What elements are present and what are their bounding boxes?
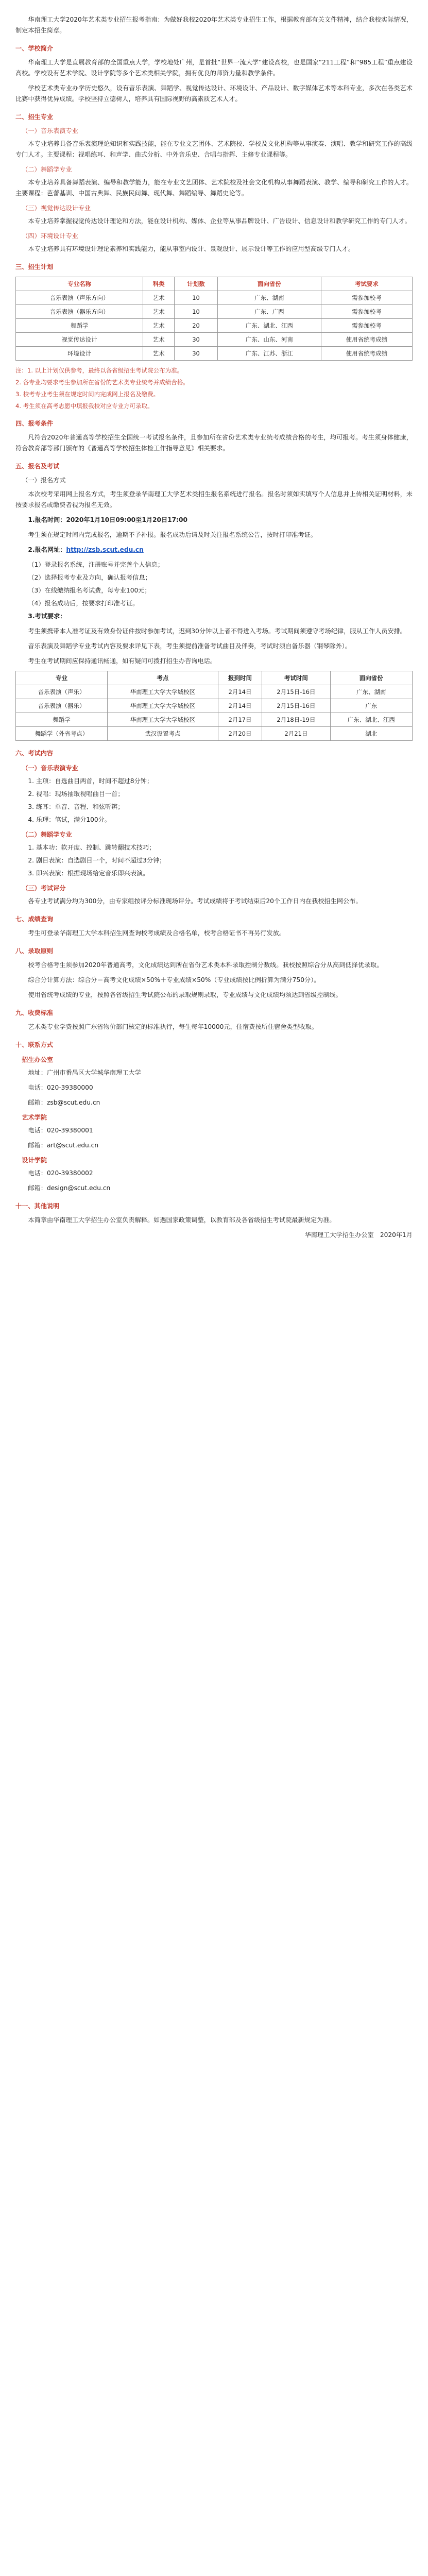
major-heading: （三）视觉传达设计专业 [22, 205, 91, 212]
label: 2.报名网址： [28, 546, 66, 553]
list-item: （2）选择报考专业及方向，确认报考信息； [28, 574, 151, 581]
list-item: 4. 乐理：笔试，满分100分。 [28, 816, 111, 823]
table-cell: 艺术 [143, 347, 175, 361]
table-cell: 使用省统考成绩 [321, 347, 412, 361]
plan-notes [15, 366, 413, 411]
table-cell: 武汉设置考点 [107, 727, 218, 741]
section-title: 四、报考条件 [15, 420, 54, 427]
paragraph: 本次校考采用网上报名方式，考生须登录华南理工大学艺术类招生报名系统进行报名。报名时须如实填写个人信息并上传相关证明材料，未按要求报名或缴费者视为报名无效。 [15, 490, 413, 509]
table-cell: 舞蹈学 [16, 713, 108, 727]
table-row [16, 347, 413, 361]
table-cell: 舞蹈学（外省考点） [16, 727, 108, 741]
subsection-title: （二）舞蹈学专业 [22, 831, 72, 838]
table-cell: 华南理工大学大学城校区 [107, 685, 218, 699]
table-row [16, 291, 413, 305]
major-heading: （二）舞蹈学专业 [22, 166, 72, 173]
table-header: 考点 [107, 671, 218, 685]
section-title: 五、报名及考试 [15, 463, 60, 470]
table-cell: 音乐表演（器乐） [16, 699, 108, 713]
paragraph: 凡符合2020年普通高等学校招生全国统一考试报名条件，且参加所在省份艺术类专业统考成绩合格的考生，均可报考。考生须身体健康，符合教育部等部门颁布的《普通高等学校招生体检工作指导意见》相关要求。 [15, 434, 413, 452]
table-row [16, 685, 413, 699]
table-cell: 广东 [330, 699, 412, 713]
table-cell: 艺术 [143, 291, 175, 305]
contact-line: 邮箱：zsb@scut.edu.cn [28, 1099, 100, 1106]
section-title: 九、收费标准 [15, 1009, 54, 1016]
table-cell: 舞蹈学 [16, 319, 143, 333]
contact-label: 设计学院 [22, 1157, 47, 1164]
paragraph: 各专业考试满分均为300分，由专家组按评分标准现场评分。考试成绩将于考试结束后20个工作日内在我校招生网公布。 [28, 897, 362, 905]
table-cell: 10 [174, 291, 217, 305]
section-title: 二、招生专业 [15, 113, 54, 121]
table-cell: 广东、湖北、江西 [218, 319, 321, 333]
table-row [16, 305, 413, 319]
table-header: 报到时间 [218, 671, 262, 685]
paragraph: 考生在考试期间应保持通讯畅通，如有疑问可拨打招生办咨询电话。 [28, 657, 217, 665]
table-row [16, 699, 413, 713]
table-row [16, 333, 413, 347]
registration-link[interactable]: http://zsb.scut.edu.cn [66, 546, 144, 553]
table-cell: 艺术 [143, 305, 175, 319]
table-header: 面向省份 [218, 277, 321, 291]
table-cell: 30 [174, 347, 217, 361]
section-title: 三、招生计划 [15, 263, 54, 270]
list-item: 3. 练耳：单音、音程、和弦听辨； [28, 803, 124, 810]
table-cell: 2月15日-16日 [262, 699, 330, 713]
note-line: 3. 校考专业考生须在规定时间内完成网上报名及缴费。 [15, 391, 160, 398]
document [15, 0, 413, 1281]
section-title: 一、学校简介 [15, 45, 54, 52]
table-cell: 音乐表演（器乐方向） [16, 305, 143, 319]
table-header: 考试时间 [262, 671, 330, 685]
table-header-row [16, 671, 413, 685]
table-cell: 需参加校考 [321, 319, 412, 333]
list-item: 3. 即兴表演：根据现场给定音乐即兴表演。 [28, 870, 149, 877]
table-row [16, 727, 413, 741]
table-cell: 2月17日 [218, 713, 262, 727]
contact-line: 邮箱：art@scut.edu.cn [28, 1142, 99, 1149]
paragraph: 考生须在规定时间内完成报名，逾期不予补报。报名成功后请及时关注报名系统公告，按时打印准考证。 [28, 531, 317, 538]
table-cell: 2月21日 [262, 727, 330, 741]
exam-schedule-table [15, 671, 413, 741]
major-heading: （一）音乐表演专业 [22, 127, 78, 134]
paragraph: 学校艺术类专业办学历史悠久，设有音乐表演、舞蹈学、视觉传达设计、环境设计、产品设计、数字媒体艺术等本科专业，多次在各类艺术比赛中获得优异成绩。学校坚持立德树人，培养具有国际视野的高素质艺术人才。 [15, 84, 413, 103]
table-cell: 艺术 [143, 319, 175, 333]
list-item: 2. 剧目表演：自选剧目一个，时间不超过3分钟； [28, 857, 166, 864]
list-item: （4）报名成功后，按要求打印准考证。 [28, 600, 139, 607]
table-cell: 广东、江苏、浙江 [218, 347, 321, 361]
section-title: 八、录取原则 [15, 947, 54, 955]
contact-label: 招生办公室 [22, 1056, 54, 1063]
table-cell: 2月14日 [218, 699, 262, 713]
document-end [15, 1245, 413, 1260]
table-cell: 广东、山东、河南 [218, 333, 321, 347]
contact-line: 地址：广州市番禺区大学城华南理工大学 [28, 1069, 141, 1076]
section-title: 六、考试内容 [15, 750, 54, 757]
plan-table [15, 277, 413, 361]
table-cell: 湖北 [330, 727, 412, 741]
table-cell: 2月14日 [218, 685, 262, 699]
subsection-title: （一）音乐表演专业 [22, 765, 78, 772]
table-cell: 需参加校考 [321, 305, 412, 319]
table-cell: 20 [174, 319, 217, 333]
exam-content-list [15, 842, 413, 879]
table-header: 专业名称 [16, 277, 143, 291]
paragraph: 华南理工大学是直属教育部的全国重点大学，学校地处广州，是首批“世界一流大学”建设高校，也是国家“211工程”和“985工程”重点建设高校。学校设有艺术学院、设计学院等多个艺术类相关学院，拥有优良的师资力量和教学条件。 [15, 59, 413, 77]
contact-list [15, 1055, 413, 1194]
table-cell: 使用省统考成绩 [321, 333, 412, 347]
paragraph: 校考合格考生须参加2020年普通高考，文化成绩达到所在省份艺术类本科录取控制分数线。我校按照综合分从高到低择优录取。 [28, 961, 383, 969]
table-cell: 艺术 [143, 333, 175, 347]
table-header: 科类 [143, 277, 175, 291]
paragraph: 使用省统考成绩的专业，按照各省级招生考试院公布的录取规则录取，专业成绩与文化成绩均须达到省级控制线。 [28, 991, 342, 998]
major-body: 本专业培养具有环境设计理论素养和实践能力，能从事室内设计、景观设计、展示设计等工作的应用型高级专门人才。 [28, 245, 355, 252]
contact-line: 邮箱：design@scut.edu.cn [28, 1184, 111, 1192]
subsection-title: （一）报名方式 [22, 477, 66, 484]
table-cell: 广东、湖南 [218, 291, 321, 305]
note-line: 4. 考生须在高考志愿中填报我校对应专业方可录取。 [15, 402, 153, 410]
subsection-title: （三）考试评分 [22, 885, 66, 892]
table-cell: 广东、广西 [218, 305, 321, 319]
table-cell: 广东、湖北、江西 [330, 713, 412, 727]
table-header: 考试要求 [321, 277, 412, 291]
table-cell: 2月20日 [218, 727, 262, 741]
paragraph: 考生须携带本人准考证及有效身份证件按时参加考试，迟到30分钟以上者不得进入考场。考试期间须遵守考场纪律，服从工作人员安排。 [28, 628, 406, 635]
table-header: 面向省份 [330, 671, 412, 685]
list-item: 1. 基本功：软开度、控制、跳转翻技术技巧； [28, 844, 156, 851]
major-body: 本专业培养掌握视觉传达设计理论和方法，能在设计机构、媒体、企业等从事品牌设计、广告设计、信息设计和教学研究工作的专门人才。 [28, 217, 411, 225]
table-row [16, 713, 413, 727]
table-cell: 环境设计 [16, 347, 143, 361]
registration-steps [15, 560, 413, 609]
table-cell: 华南理工大学大学城校区 [107, 699, 218, 713]
table-header: 专业 [16, 671, 108, 685]
contact-line: 电话：020-39380000 [28, 1084, 93, 1091]
major-heading: （四）环境设计专业 [22, 232, 78, 240]
contact-label: 艺术学院 [22, 1114, 47, 1121]
list-item: 1. 主项：自选曲目两首，时间不超过8分钟； [28, 777, 153, 785]
paragraph: 考生可登录华南理工大学本科招生网查询校考成绩及合格名单，校考合格证书不再另行发放。 [28, 929, 286, 937]
note-line: 注：1. 以上计划仅供参考，最终以各省级招生考试院公布为准。 [15, 367, 183, 374]
bold-line [15, 545, 413, 555]
table-cell: 视觉传达设计 [16, 333, 143, 347]
section-title: 十一、其他说明 [15, 1202, 60, 1210]
intro: 华南理工大学2020年艺术类专业招生报考指南：为做好我校2020年艺术类专业招生工作，根据教育部有关文件精神，结合我校实际情况，制定本招生简章。 [15, 16, 413, 34]
exam-content-list [15, 776, 413, 825]
table-cell: 音乐表演（声乐） [16, 685, 108, 699]
list-item: （1）登录报名系统，注册账号并完善个人信息； [28, 561, 164, 568]
major-body: 本专业培养具备舞蹈表演、编导和教学能力，能在专业文艺团体、艺术院校及社会文化机构从事舞蹈表演、教学、编导和研究工作的人才。主要课程：芭蕾基训、中国古典舞、民族民间舞、现代舞、舞蹈编导、舞蹈史论等。 [15, 179, 413, 197]
major-body: 本专业培养具备音乐表演理论知识和实践技能，能在专业文艺团体、艺术院校、学校及文化机构等从事演奏、演唱、教学和研究工作的高级专门人才。主要课程：视唱练耳、和声学、曲式分析、中外音乐史、合唱与指挥、主修专业课程等。 [15, 140, 413, 158]
list-item: （3）在线缴纳报名考试费，每专业100元； [28, 587, 151, 594]
table-cell: 30 [174, 333, 217, 347]
paragraph: 音乐表演及舞蹈学专业考试内容及要求详见下表，考生须提前准备考试曲目及伴奏，考试时须自备乐器（钢琴除外）。 [28, 642, 352, 650]
table-row [16, 319, 413, 333]
contact-line: 电话：020-39380002 [28, 1170, 93, 1177]
table-header-row [16, 277, 413, 291]
table-cell: 音乐表演（声乐方向） [16, 291, 143, 305]
contact-line: 电话：020-39380001 [28, 1127, 93, 1134]
table-cell: 广东、湖南 [330, 685, 412, 699]
table-header: 计划数 [174, 277, 217, 291]
paragraph: 综合分计算方法：综合分＝高考文化成绩×50%＋专业成绩×50%（专业成绩按比例折算为满分750分）。 [28, 976, 320, 984]
bold-line: 1.报名时间：2020年1月10日09:00至1月20日17:00 [28, 516, 187, 523]
note-line: 2. 各专业均要求考生参加所在省份的艺术类专业统考并成绩合格。 [15, 379, 189, 386]
paragraph: 本简章由华南理工大学招生办公室负责解释。如遇国家政策调整，以教育部及各省级招生考试院最新规定为准。 [28, 1216, 336, 1224]
table-cell: 需参加校考 [321, 291, 412, 305]
section-title: 十、联系方式 [15, 1041, 54, 1048]
section-title: 七、成绩查询 [15, 916, 54, 923]
table-cell: 华南理工大学大学城校区 [107, 713, 218, 727]
table-cell: 10 [174, 305, 217, 319]
bold-line: 3.考试要求： [28, 613, 66, 620]
major-list [15, 126, 413, 255]
footer-signature: 华南理工大学招生办公室 2020年1月 [304, 1231, 413, 1239]
paragraph: 艺术类专业学费按照广东省物价部门核定的标准执行，每生每年10000元，住宿费按所住宿舍类型收取。 [28, 1023, 318, 1030]
list-item: 2. 视唱：现场抽取视唱曲目一首； [28, 790, 124, 798]
table-cell: 2月15日-16日 [262, 685, 330, 699]
table-cell: 2月18日-19日 [262, 713, 330, 727]
